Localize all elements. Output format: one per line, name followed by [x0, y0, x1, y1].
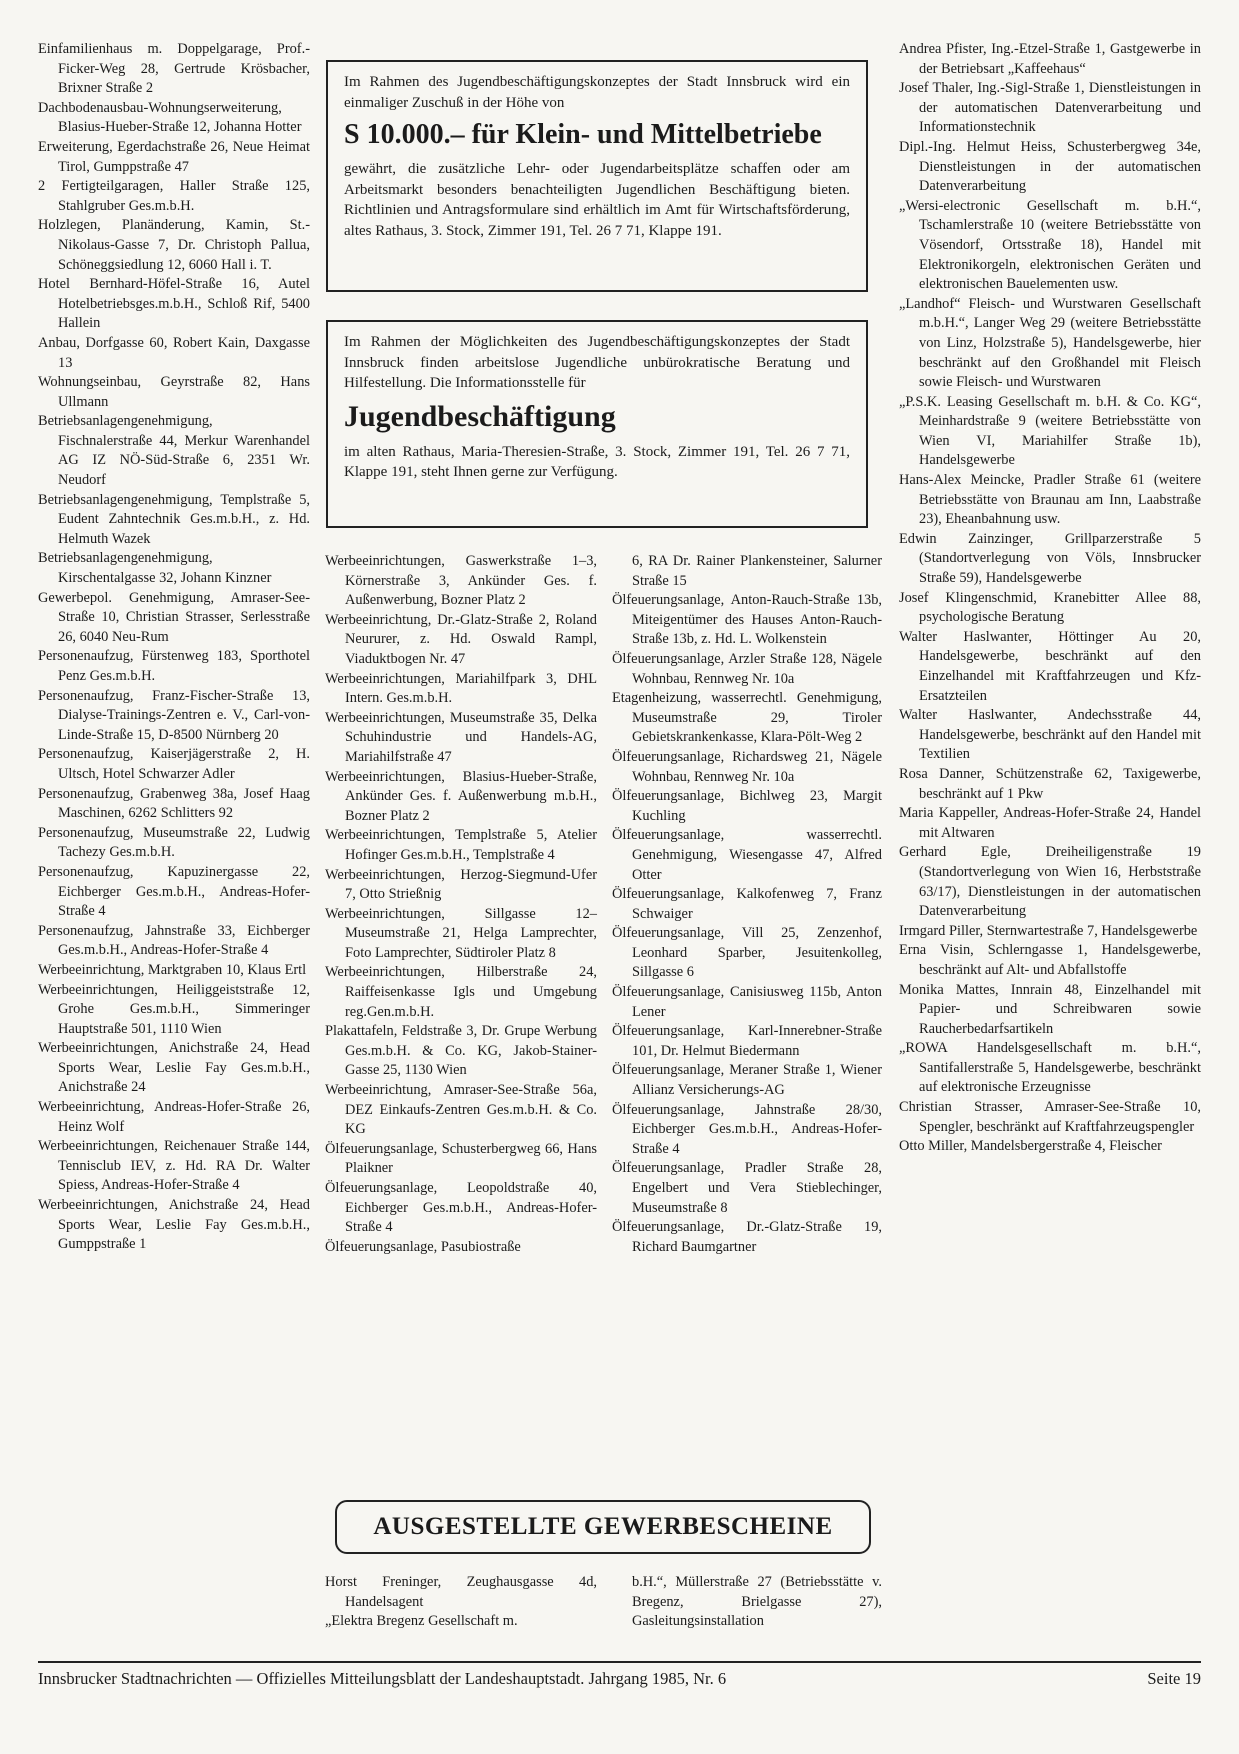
list-item: Betriebsanlagengenehmigung, Templstraße 5, Eudent Zahntechnik Ges.m.b.H., z. Hd. Helmuth Wazek	[38, 491, 310, 547]
list-item: Gerhard Egle, Dreiheiligenstraße 19 (Standortverlegung von Wien 16, Herbststraße 63/17), Dienstleistungen in der automatischen Datenverarbeitung	[899, 844, 1201, 920]
list-item: Ölfeuerungsanlage, Leopoldstraße 40, Eichberger Ges.m.b.H., Andreas-Hofer-Straße 4	[325, 1180, 597, 1236]
list-item: Plakattafeln, Feldstraße 3, Dr. Grupe Werbung Ges.m.b.H. & Co. KG, Jakob-Stainer-Gasse 25, 1130 Wien	[325, 1023, 597, 1079]
list-item: Erna Visin, Schlerngasse 1, Handelsgewerbe, beschränkt auf Alt- und Abfallstoffe	[899, 942, 1201, 978]
list-item: Rosa Danner, Schützenstraße 62, Taxigewerbe, beschränkt auf 1 Pkw	[899, 765, 1201, 802]
list-item: Werbeeinrichtungen, Hilberstraße 24, Raiffeisenkasse Igls und Umgebung reg.Gen.m.b.H.	[325, 964, 597, 1020]
notice-headline: S 10.000.– für Klein- und Mittelbetriebe	[344, 119, 822, 150]
list-item: Dipl.-Ing. Helmut Heiss, Schusterbergweg 34e, Dienstleistungen in der automatischen Datenverarbeitung	[899, 138, 1201, 195]
list-item: Werbeeinrichtungen, Herzog-Siegmund-Ufer 7, Otto Strießnig	[325, 866, 597, 903]
list-item: „P.S.K. Leasing Gesellschaft m. b.H. & Co. KG“, Meinhardstraße 9 (weitere Betriebsstätte von Wien VI, Mariahilfer Straße 1b), Handelsgewerbe	[899, 393, 1201, 469]
column-3	[612, 552, 882, 1257]
list-item: Dachbodenausbau-Wohnungserweiterung, Blasius-Hueber-Straße 12, Johanna Hotter	[38, 99, 302, 136]
list-item: Josef Thaler, Ing.-Sigl-Straße 1, Dienstleistungen in der automatischen Datenverarbeitung und Informationstechnik	[899, 80, 1201, 136]
gewerbe-column-left	[325, 1573, 597, 1632]
list-item: Otto Miller, Mandelsbergerstraße 4, Fleischer	[899, 1138, 1162, 1155]
list-item: Horst Freninger, Zeughausgasse 4d, Handelsagent	[325, 1574, 597, 1610]
list-item: Ölfeuerungsanlage, Schusterbergweg 66, Hans Plaikner	[325, 1140, 597, 1177]
list-item: Wohnungseinbau, Geyrstraße 82, Hans Ullmann	[38, 374, 310, 410]
list-item: Ölfeuerungsanlage, Richardsweg 21, Nägele Wohnbau, Rennweg Nr. 10a	[612, 748, 882, 785]
list-item: Ölfeuerungsanlage, wasserrechtl. Genehmigung, Wiesengasse 47, Alfred Otter	[612, 827, 882, 883]
list-item: „Elektra Bregenz Gesellschaft m.	[325, 1613, 518, 1630]
list-item: Ölfeuerungsanlage, Kalkofenweg 7, Franz Schwaiger	[612, 886, 882, 922]
notice-body: im alten Rathaus, Maria-Theresien-Straße, 3. Stock, Zimmer 191, Tel. 26 7 71, Klappe 191, steht Ihnen gerne zur Verfügung.	[344, 443, 850, 480]
list-item: Ölfeuerungsanlage, Dr.-Glatz-Straße 19, Richard Baumgartner	[612, 1219, 882, 1255]
column-2	[325, 552, 597, 1257]
list-item: Maria Kappeller, Andreas-Hofer-Straße 24, Handel mit Altwaren	[899, 805, 1201, 841]
list-item: Etagenheizung, wasserrechtl. Genehmigung, Museumstraße 29, Tiroler Gebietskrankenkasse, Klara-Pölt-Weg 2	[612, 690, 882, 746]
page-number: Seite 19	[1147, 1669, 1201, 1688]
list-item: Werbeeinrichtung, Dr.-Glatz-Straße 2, Roland Neururer, z. Hd. Oswald Rampl, Viaduktbogen Nr. 47	[325, 611, 597, 667]
notice-box-youth-employment	[326, 320, 868, 528]
list-item: Ölfeuerungsanlage, Anton-Rauch-Straße 13b, Miteigentümer des Hauses Anton-Rauch-Straße 13b, z. Hd. L. Wolkenstein	[612, 592, 882, 648]
gewerbe-column-right	[612, 1573, 882, 1632]
list-item: Einfamilienhaus m. Doppelgarage, Prof.-Ficker-Weg 28, Gertrude Krösbacher, Brixner Straße 2	[38, 41, 310, 97]
list-item: Anbau, Dorfgasse 60, Robert Kain, Daxgasse 13	[38, 334, 310, 371]
footer-divider	[38, 1661, 1201, 1663]
list-item: Ölfeuerungsanlage, Bichlweg 23, Margit Kuchling	[612, 788, 882, 824]
list-item: Hotel Bernhard-Höfel-Straße 16, Autel Hotelbetriebsges.m.b.H., Schloß Rif, 5400 Hallein	[38, 276, 310, 332]
list-item: Hans-Alex Meincke, Pradler Straße 61 (weitere Betriebsstätte von Braunau am Inn, Laabstraße 23), Eheanbahnung usw.	[899, 472, 1201, 528]
list-item: Holzlegen, Planänderung, Kamin, St.-Nikolaus-Gasse 7, Dr. Christoph Pallua, Schöneggsiedlung 12, 6060 Hall i. T.	[38, 217, 310, 273]
list-item: Betriebsanlagengenehmigung, Fischnalerstraße 44, Merkur Warenhandel AG IZ NÖ-Süd-Straße 6, 2351 Wr. Neudorf	[38, 413, 310, 489]
section-heading: AUSGESTELLTE GEWERBESCHEINE	[335, 1500, 871, 1554]
list-item: Personenaufzug, Franz-Fischer-Straße 13, Dialyse-Trainings-Zentren e. V., Carl-von-Linde-Straße 15, D-8500 Nürnberg 20	[38, 687, 310, 743]
list-item: Ölfeuerungsanlage, Arzler Straße 128, Nägele Wohnbau, Rennweg Nr. 10a	[612, 650, 882, 687]
list-item: Werbeeinrichtung, Andreas-Hofer-Straße 26, Heinz Wolf	[38, 1099, 310, 1135]
list-item: b.H.“, Müllerstraße 27 (Betriebsstätte v. Bregenz, Brielgasse 27), Gasleitungsinstallation	[632, 1574, 882, 1630]
list-item: Werbeeinrichtungen, Anichstraße 24, Head Sports Wear, Leslie Fay Ges.m.b.H., Gumppstraße 1	[38, 1197, 310, 1253]
list-item: Ölfeuerungsanlage, Meraner Straße 1, Wiener Allianz Versicherungs-AG	[612, 1062, 882, 1099]
column-1	[38, 40, 310, 1255]
list-item: Werbeeinrichtung, Marktgraben 10, Klaus Ertl	[38, 961, 307, 978]
list-item: Werbeeinrichtungen, Sillgasse 12–Museumstraße 21, Helga Lamprechter, Foto Lamprechter, Südtiroler Platz 8	[325, 905, 597, 961]
list-item: Ölfeuerungsanlage, Karl-Innerebner-Straße 101, Dr. Helmut Biedermann	[612, 1023, 882, 1059]
list-item: Ölfeuerungsanlage, Canisiusweg 115b, Anton Lener	[612, 984, 882, 1020]
list-item: Personenaufzug, Jahnstraße 33, Eichberger Ges.m.b.H., Andreas-Hofer-Straße 4	[38, 922, 310, 959]
list-item: Gewerbepol. Genehmigung, Amraser-See-Straße 10, Christian Strasser, Serlesstraße 26, 6040 Neu-Rum	[38, 589, 310, 645]
list-item: Ölfeuerungsanlage, Pasubiostraße	[325, 1238, 521, 1255]
list-item: „Landhof“ Fleisch- und Wurstwaren Gesellschaft m.b.H.“, Langer Weg 29 (weitere Betriebsstätte von Linz, Holzstraße 5), Handelsgewerbe, hier beschränkt auf den Großhandel mit Fleisch sowie Fleisch- und Wurstwaren	[899, 295, 1201, 391]
notice-box-subsidy	[326, 60, 868, 292]
list-item: Personenaufzug, Fürstenweg 183, Sporthotel Penz Ges.m.b.H.	[38, 648, 310, 684]
list-item: Personenaufzug, Kaiserjägerstraße 2, H. Ultsch, Hotel Schwarzer Adler	[38, 746, 310, 782]
list-item: Werbeeinrichtungen, Heiliggeiststraße 12, Grohe Ges.m.b.H., Simmeringer Hauptstraße 501, 1110 Wien	[38, 981, 310, 1037]
list-item: Erweiterung, Egerdachstraße 26, Neue Heimat Tirol, Gumppstraße 47	[38, 138, 310, 175]
list-item: Werbeeinrichtungen, Gaswerkstraße 1–3, Körnerstraße 3, Ankünder Ges. f. Außenwerbung, Bozner Platz 2	[325, 553, 597, 609]
list-item: Walter Haslwanter, Höttinger Au 20, Handelsgewerbe, beschränkt auf den Einzelhandel mit Kraftfahrzeugen und Kfz-Ersatzteilen	[899, 628, 1201, 704]
list-item: Werbeeinrichtungen, Anichstraße 24, Head Sports Wear, Leslie Fay Ges.m.b.H., Anichstraße 24	[38, 1040, 310, 1096]
list-item: Personenaufzug, Museumstraße 22, Ludwig Tachezy Ges.m.b.H.	[38, 824, 310, 861]
list-item: Personenaufzug, Grabenweg 38a, Josef Haag Maschinen, 6262 Schlitters 92	[38, 785, 310, 822]
list-item: Irmgard Piller, Sternwartestraße 7, Handelsgewerbe	[899, 922, 1198, 939]
list-item: Ölfeuerungsanlage, Jahnstraße 28/30, Eichberger Ges.m.b.H., Andreas-Hofer-Straße 4	[612, 1101, 882, 1157]
list-item: Werbeeinrichtungen, Mariahilfpark 3, DHL Intern. Ges.m.b.H.	[325, 670, 597, 707]
list-item: „ROWA Handelsgesellschaft m. b.H.“, Santifallerstraße 5, Handelsgewerbe, beschränkt auf elektronische Erzeugnisse	[899, 1040, 1201, 1096]
notice-headline: Jugendbeschäftigung	[344, 399, 616, 433]
footer-publication: Innsbrucker Stadtnachrichten — Offizielles Mitteilungsblatt der Landeshauptstadt. Jahrgang 1985, Nr. 6	[38, 1669, 727, 1688]
list-item: „Wersi-electronic Gesellschaft m. b.H.“, Tschamlerstraße 10 (weitere Betriebsstätte von Vösendorf, Ortsstraße 18), Handel mit Elektronikorgeln, elektronischen Geräten und elektronischen Bauelementen usw.	[899, 197, 1201, 293]
list-item: Betriebsanlagengenehmigung, Kirschentalgasse 32, Johann Kinzner	[38, 550, 272, 587]
list-item: Werbeeinrichtung, Amraser-See-Straße 56a, DEZ Einkaufs-Zentren Ges.m.b.H. & Co. KG	[325, 1082, 597, 1138]
list-item: Personenaufzug, Kapuzinergasse 22, Eichberger Ges.m.b.H., Andreas-Hofer-Straße 4	[38, 863, 310, 920]
list-item: Werbeeinrichtungen, Templstraße 5, Atelier Hofinger Ges.m.b.H., Templstraße 4	[325, 827, 597, 863]
list-item: Monika Mattes, Innrain 48, Einzelhandel mit Papier- und Schreibwaren sowie Raucherbedarfsartikeln	[899, 981, 1201, 1037]
list-item: Andrea Pfister, Ing.-Etzel-Straße 1, Gastgewerbe in der Betriebsart „Kaffeehaus“	[899, 41, 1201, 77]
list-item: Werbeeinrichtungen, Museumstraße 35, Delka Schuhindustrie und Handels-AG, Mariahilfstraße 47	[325, 709, 597, 765]
list-item: Werbeeinrichtungen, Blasius-Hueber-Straße, Ankünder Ges. f. Außenwerbung m.b.H., Bozner Platz 2	[325, 768, 597, 824]
notice-intro: Im Rahmen des Jugendbeschäftigungskonzeptes der Stadt Innsbruck wird ein einmaliger Zuschuß in der Höhe von	[344, 74, 850, 111]
list-item: 2 Fertigteilgaragen, Haller Straße 125, Stahlgruber Ges.m.b.H.	[38, 178, 310, 214]
list-item: Edwin Zainzinger, Grillparzerstraße 5 (Standortverlegung von Völs, Innsbrucker Straße 59), Handelsgewerbe	[899, 530, 1201, 587]
notice-intro: Im Rahmen der Möglichkeiten des Jugendbeschäftigungskonzeptes der Stadt Innsbruck finden arbeitslose Jugendliche unbürokratische Beratung und Hilfestellung. Die Informationsstelle für	[344, 334, 850, 391]
column-4	[899, 40, 1201, 1157]
list-item: Christian Strasser, Amraser-See-Straße 10, Spengler, beschränkt auf Kraftfahrzeugspengler	[899, 1099, 1201, 1135]
list-item: 6, RA Dr. Rainer Plankensteiner, Salurner Straße 15	[632, 553, 882, 589]
list-item: Josef Klingenschmid, Kranebitter Allee 88, psychologische Beratung	[899, 589, 1201, 626]
notice-body: gewährt, die zusätzliche Lehr- oder Jugendarbeitsplätze schaffen oder am Arbeitsmarkt besonders benachteiligten Jugendlichen Beschäftigung bieten. Richtlinien und Antragsformulare sind erhältlich im Amt für Wirtschaftsförderung, altes Rathaus, 3. Stock, Zimmer 191, Tel. 26 7 71, Klappe 191.	[344, 161, 850, 239]
list-item: Walter Haslwanter, Andechsstraße 44, Handelsgewerbe, beschränkt auf den Handel mit Textilien	[899, 707, 1201, 763]
list-item: Ölfeuerungsanlage, Pradler Straße 28, Engelbert und Vera Stieblechinger, Museumstraße 8	[612, 1160, 882, 1216]
list-item: Ölfeuerungsanlage, Vill 25, Zenzenhof, Leonhard Sparber, Jesuitenkolleg, Sillgasse 6	[612, 925, 882, 981]
list-item: Werbeeinrichtungen, Reichenauer Straße 144, Tennisclub IEV, z. Hd. RA Dr. Walter Spiess, Andreas-Hofer-Straße 4	[38, 1138, 310, 1194]
